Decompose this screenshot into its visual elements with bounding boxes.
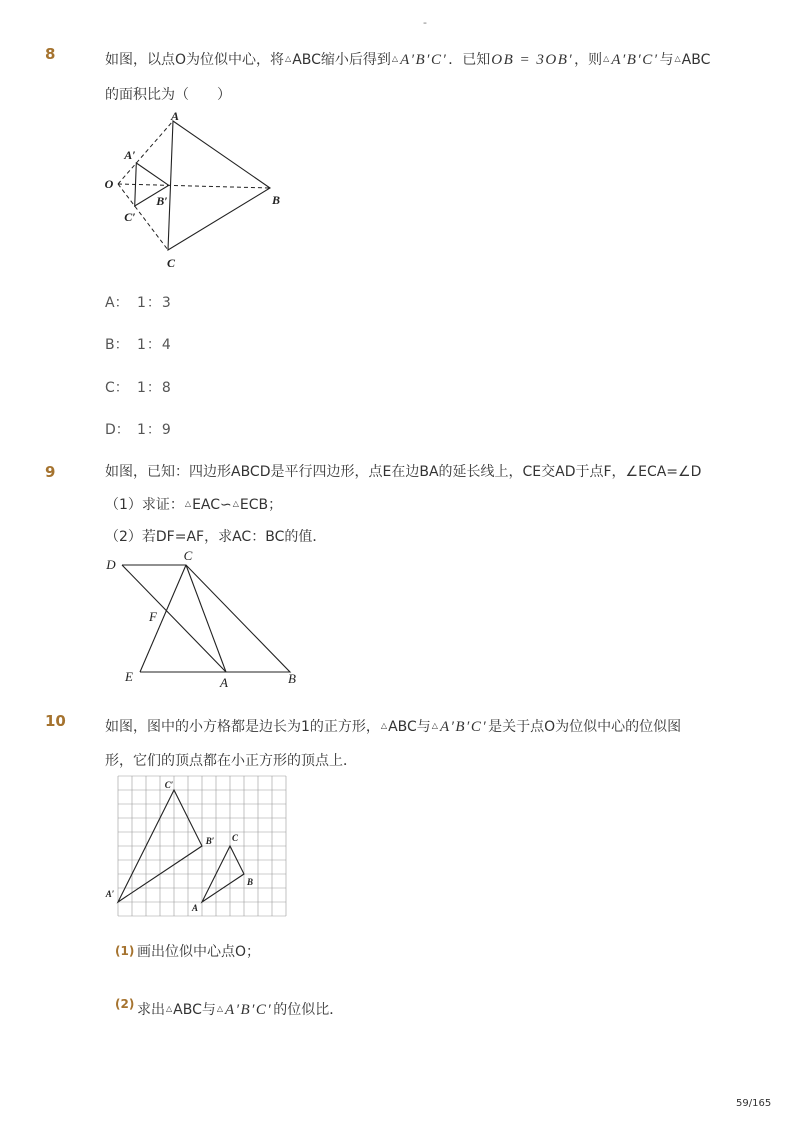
- q8-stem-line-2: 的面积比为（ ）: [105, 87, 231, 103]
- label-a: A: [170, 109, 180, 123]
- option-d: [105, 420, 172, 440]
- subquestion-label-1: (1): [115, 944, 135, 958]
- option-letter: D：: [105, 422, 130, 438]
- stem-text: 与: [659, 52, 674, 68]
- page-number: 59/165: [736, 1098, 772, 1109]
- stem-text: ，则: [574, 52, 603, 68]
- segment-d-a: [122, 565, 226, 672]
- subquestion-text-2: [137, 1000, 343, 1022]
- stem-text: （1）求证：: [105, 497, 184, 513]
- label-a: A: [220, 675, 228, 690]
- triangle-symbol: △: [391, 54, 399, 63]
- option-value: 1：4: [137, 337, 172, 353]
- label-b: B: [271, 193, 281, 207]
- option-letter: C：: [105, 380, 129, 396]
- option-b: [105, 335, 172, 355]
- stem-text: ABC与: [388, 719, 431, 735]
- label-d: D: [106, 557, 116, 572]
- triangle-symbol: △: [431, 721, 438, 730]
- label-b-prime: B′: [156, 194, 168, 208]
- triangle-symbol: △: [184, 499, 192, 508]
- math-expression: A′B′C′: [225, 1002, 273, 1018]
- stem-text: ABC与: [173, 1002, 216, 1018]
- subquestion-text-1: [137, 942, 260, 962]
- stem-text: 的位似比．: [273, 1002, 344, 1018]
- option-value: 1：3: [137, 295, 172, 311]
- q9-part-2: （2）若DF=AF，求AC：BC的值．: [105, 529, 327, 545]
- label-f: F: [149, 609, 157, 624]
- q10-stem-line-2: 形，它们的顶点都在小正方形的顶点上．: [105, 753, 357, 769]
- question-number-8: 8: [45, 45, 56, 63]
- option-value: 1：8: [137, 380, 172, 396]
- stem-text: 如图，图中的小方格都是边长为1的正方形，: [105, 719, 380, 735]
- option-letter: B：: [105, 337, 129, 353]
- label-b-prime: B′: [205, 836, 215, 846]
- label-a-prime: A′: [105, 889, 115, 899]
- q10-grid-figure: [100, 770, 300, 920]
- segment-c-a: [186, 565, 226, 672]
- subquestion-label-2: (2): [115, 997, 135, 1011]
- triangle-symbol: △: [674, 54, 681, 63]
- q9-figure: [100, 545, 305, 695]
- stem-text: ．已知: [448, 52, 491, 68]
- label-b: B: [246, 877, 254, 887]
- question-number-10: 10: [45, 712, 66, 730]
- stem-text: EAC∽: [192, 497, 232, 513]
- math-expression: A′B′C′: [611, 52, 659, 68]
- q10-stem-line-1: [105, 717, 681, 739]
- label-c: C: [166, 256, 176, 270]
- stem-text: 求出: [137, 1002, 165, 1018]
- stem-text: 是关于点O为位似中心的位似图: [488, 719, 682, 735]
- segment-c-e: [140, 565, 186, 672]
- math-expression: A′B′C′: [400, 52, 448, 68]
- stem-text: ECB；: [239, 497, 283, 513]
- q8-stem-line-1: [105, 50, 710, 72]
- stem-text: ABC缩小后得到: [292, 52, 391, 68]
- q9-part-1: [105, 495, 282, 517]
- question-number-9: 9: [45, 463, 56, 481]
- page-top-marker: -: [423, 16, 427, 29]
- label-a-prime: A′: [124, 148, 136, 162]
- label-e: E: [125, 669, 133, 684]
- label-o: O: [104, 177, 114, 191]
- triangle-symbol: △: [216, 1004, 224, 1013]
- option-letter: A：: [105, 295, 129, 311]
- math-expression: A′B′C′: [439, 719, 488, 735]
- triangle-symbol: △: [285, 54, 292, 63]
- q8-figure: [95, 105, 295, 275]
- q9-stem-line-1: 如图，已知：四边形ABCD是平行四边形，点E在边BA的延长线上，CE交AD于点F，∠ECA=∠D: [105, 464, 702, 480]
- label-b: B: [288, 671, 296, 686]
- stem-text: 如图，以点O为位似中心，将: [105, 52, 285, 68]
- label-c: C: [183, 548, 193, 563]
- stem-text: 画出位似中心点O；: [137, 944, 261, 960]
- triangle-symbol: △: [232, 499, 239, 508]
- label-c: C: [231, 833, 239, 843]
- option-value: 1：9: [137, 422, 172, 438]
- option-c: [105, 378, 172, 398]
- triangle-symbol: △: [166, 1004, 173, 1013]
- option-a: [105, 293, 172, 313]
- label-c-prime: C′: [124, 210, 136, 224]
- stem-text: ABC: [681, 52, 711, 68]
- dashed-line-o-b: [118, 184, 270, 188]
- math-expression: OB = 3OB′: [491, 52, 574, 68]
- label-a: A: [191, 903, 199, 913]
- label-c-prime: C′: [164, 780, 174, 790]
- triangle-symbol: △: [380, 721, 388, 730]
- triangle-symbol: △: [603, 54, 610, 63]
